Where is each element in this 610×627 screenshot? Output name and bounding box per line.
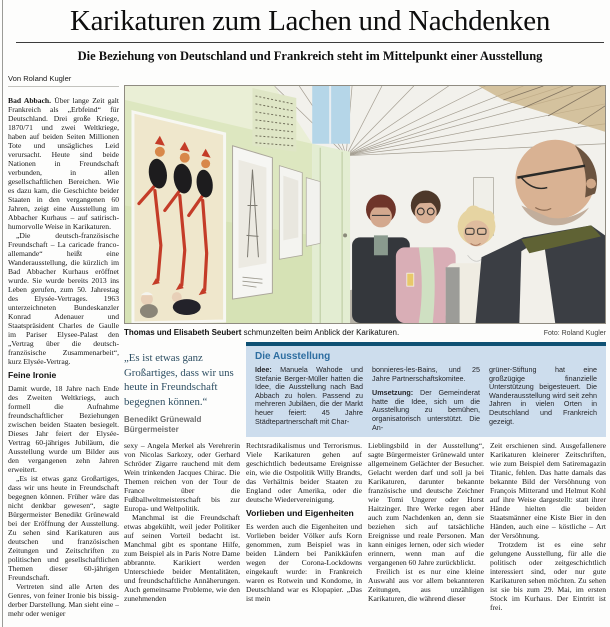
- article-column-1: [8, 74, 119, 627]
- article-paragraph: Es werden auch die Eigenheiten und Vorlieben beider Völker aufs Korn genommen, zum Beispiel was in beiden Ländern bei Panikkäufen wegen der Corona-Lockdowns eingekauft wurde: in Frankreich waren es Rotwein und Kondome, in Deutschland war es Klopapier. „Das ist mein: [246, 522, 362, 603]
- infobox-column-1: [255, 366, 363, 438]
- article-paragraph: Freilich ist es nur eine kleine Auswahl aus vor allem bekannteren Zeitungen, aus unzähligen Karikaturen, die während dieser: [368, 567, 484, 603]
- infobox-paragraph: Idee: Manuela Wahode und Stefanie Berger-Müller hatten die Idee, die Ausstellung nach Bad Abbach zu holen. Passend zu mehreren Jubiläen, die der Markt heuer feiert: 45 Jahre Städtepartnerschaft mit Char-: [255, 365, 363, 426]
- exhibition-photo-illustration: [125, 86, 605, 323]
- infobox-paragraph: grüner-Stiftung hat eine großzügige finanzielle Unterstützung beigesteuert. Die Wanderausstellung wird seit zehn Jahren in vielen Orten in Deutschland und Frankreich gezeigt.: [489, 365, 597, 426]
- article-paragraph: Trotzdem ist es eine sehr gelungene Ausstellung, für alle die politisch oder zeitgeschichtlich interessiert sind, oder nur gute Karikaturen sehen möchten. Zu sehen ist sie bis zum 29. Mai, im ersten Stock im Kurhaus. Der Eintritt ist frei.: [490, 540, 606, 612]
- left-column-divider: [2, 0, 3, 627]
- infobox-column-3: [489, 366, 597, 438]
- photo-credit: Foto: Roland Kugler: [543, 330, 606, 337]
- pull-quote-role: Bürgermeister: [124, 425, 179, 434]
- article-paragraph: Zeit erschienen sind. Ausgefallenere Karikaturen kleinerer Zeitschriften, wie zum Beispiel dem Satiremagazin Titanic, fehlen. Das hatte damals das bekannte Bild der Versöhnung von François Mitterand und Helmut Kohl auf ihre Weise dargestellt: statt ihrer Hände hielten die beiden Staatsmänner eine Kiste Bier in den Händen, auch eine – köstliche – Art der Versöhnung.: [490, 441, 606, 540]
- article-paragraph: „Es ist etwas ganz Großartiges, dass wir uns heute in Freundschaft begegnen können. Früher wäre das nicht denkbar gewesen“, sagte Bürgermeister Benedikt Grünewald bei der Eröffnung der Ausstellung. Zu sehen sind Karikaturen aus deutschen und französischen Zeitungen und Zeitschriften zu politischen und gesellschaftlichen Themen dieser 60-jährigen Freundschaft.: [8, 474, 119, 582]
- article-paragraph: Damit wurde, 18 Jahre nach Ende des Zweiten Weltkriegs, auch formell die Aufnahme freundschaftlicher Beziehungen zwischen beiden Staaten besiegelt. Dieses Jahr feiert der Elysée-Vertrag 60-jähriges Jubiläum, die Ausstellung wurde um Bilder aus den vergangenen zehn Jahren erweitert.: [8, 384, 119, 474]
- article-column-3: [246, 441, 362, 627]
- section-heading-vorlieben: Vorlieben und Eigenheiten: [246, 508, 354, 518]
- article-paragraph: Lieblingsbild in der Ausstellung“, sagte Bürgermeister Grünewald unter allgemeinem Gelächter der Besucher. Gelacht werden darf und soll ja bei Karikaturen, darunter bekannte französische und deutsche Zeichner wie Tomi Ungerer oder Horst Haitzinger. Ihre Werke regen aber auch zum Nachdenken an, denn sie beziehen sich auf tatsächliche Ereignisse und reale Personen. Man kann einiges lernen, oder sich wieder erinnern, wenn man auf die vergangenen 60 Jahre zurückblickt.: [368, 441, 484, 567]
- article-column-2: [124, 441, 240, 627]
- byline: Von Roland Kugler: [8, 74, 72, 83]
- infobox-paragraph: bonnieres-les-Bains, und 25 Jahre Partnerschaftskomitee.: [372, 365, 480, 383]
- infobox-title: Die Ausstellung: [255, 351, 331, 362]
- infobox-column-2: [372, 366, 480, 438]
- article-column-5: [490, 441, 606, 627]
- byline-rule: [8, 86, 119, 87]
- article-paragraph: „Die deutsch-französische Freundschaft – La caricade franco-allemande“ heißt eine Wanderausstellung, die kürzlich im Bad Abbacher Kurhaus eröffnet wurde. Sie wurde bereits 2013 ins Leben gerufen, zum 50. Jahrestag des Elysée-Vertrages. 1963 unterzeichneten Bundeskanzler Konrad Adenauer und Staatspräsident Charles de Gaulle im Pariser Elysee-Palast den „Vertrag über die deutsch-französische Zusammenarbeit“, kurz Elysée-Vertrag.: [8, 231, 119, 366]
- photo-caption-row: [124, 328, 606, 337]
- article-paragraph: Vertreten sind alle Arten des Genres, von feiner Ironie bis bissig-derber Darstellung. Man sieht eine – mehr oder weniger: [8, 582, 119, 618]
- pull-quote: [124, 351, 240, 435]
- pull-quote-attribution: [124, 415, 240, 435]
- section-heading-feine-ironie: Feine Ironie: [8, 370, 57, 380]
- photo-caption: Thomas und Elisabeth Seubert schmunzelten beim Anblick der Karikaturen.: [124, 328, 400, 337]
- article-paragraph: Bad Abbach. Über lange Zeit galt Frankreich als „Erbfeind“ für Deutschland. Drei große Kriege, 1870/71 und zwei Weltkriege, haben auf beiden Seiten Millionen Tote und unsägliches Leid verursacht. Heute sind beide Nationen in Freundschaft verbunden, in allen gesellschaftlichen Bereichen. Wie es dazu kam, die Geschichte beider Staaten in den vergangenen 60 Jahren, zeigt eine Ausstellung im Abbacher Kurhaus – auf satirisch-humorvolle Weise in Karikaturen.: [8, 96, 119, 231]
- exhibition-photo: [124, 85, 606, 324]
- pull-quote-text: „Es ist etwas ganz Großartiges, dass wir uns heute in Freundschaft begegnen können.“: [124, 352, 234, 408]
- infobox-top-bar: [246, 342, 606, 346]
- page-title: Karikaturen zum Lachen und Nachdenken: [69, 5, 551, 37]
- pull-quote-name: Benedikt Grünewald: [124, 415, 202, 424]
- article-paragraph: Rechtsradikalismus und Terrorismus. Viele Karikaturen gehen auf geschichtlich bedeutsame Ereignisse ein, wie die Ostpolitik Willy Brandts, das Verhältnis beider Staaten zu England oder Amerika, oder die deutsche Wiedervereinigung.: [246, 441, 362, 504]
- exhibition-infobox: [246, 342, 606, 437]
- article-paragraph: Manchmal ist die Freundschaft etwas abgekühlt, weil jeder Politiker auf seinen Vorteil bedacht ist. Manchmal gibt es spontane Hilfe, zum Beispiel als in Paris Notre Dame abbrannte. Karikiert werden Unterschiede beider Mentalitäten, und freundschaftliche Annäherungen. Auch gemeinsame Probleme, wie den zunehmenden: [124, 513, 240, 603]
- infobox-paragraph: Umsetzung: Der Gemeinderat hatte die Idee, sich um die Ausstellung zu bemühen, organisatorisch unterstützt. Die An-: [372, 388, 480, 432]
- article-column-4: [368, 441, 484, 627]
- article-paragraph: sexy – Angela Merkel als Verehrerin von Nicolas Sarkozy, oder Gerhard Schröder Zigarre rauchend mit dem Wein trinkenden Jacques Chirac. Die Themen reichen von der Tour de France über die Fußballweltmeisterschaft bis zur Europa- und Weltpolitik.: [124, 441, 240, 513]
- article-subtitle: Die Beziehung von Deutschland und Frankreich steht im Mittelpunkt einer Ausstellung: [77, 49, 543, 63]
- article-header: [14, 2, 606, 64]
- headline-rule: [16, 42, 604, 43]
